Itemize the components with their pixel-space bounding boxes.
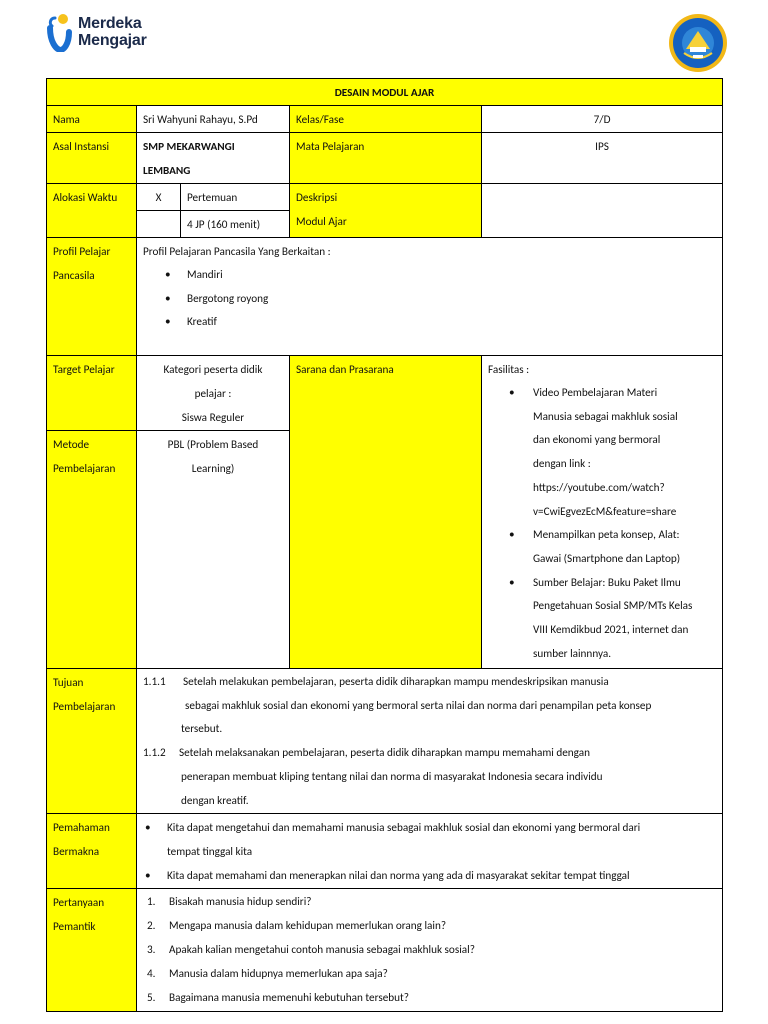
item-text: Apakah kalian mengetahui contoh manusia sebagai makhluk sosial? bbox=[169, 943, 475, 958]
pemahaman-text: • Kita dapat mengetahui dan memahami manusia sebagai makhluk sosial dan ekonomi yang bermoral dari bbox=[167, 821, 641, 836]
item-text: Manusia dalam hidupnya memerlukan apa saja? bbox=[169, 966, 388, 981]
tujuan-item-1 bbox=[143, 671, 716, 695]
list-item: • Kita dapat memahami dan menerapkan nilai dan norma yang ada di masyarakat sekitar tempat tinggal bbox=[143, 864, 716, 888]
metode-label-line-2: Pembelajaran bbox=[53, 462, 116, 476]
item-number: 1. bbox=[147, 895, 156, 910]
tujuan-text-continued: penerapan membuat kliping tentang nilai dan norma di masyarakat Indonesia secara individu bbox=[181, 769, 603, 784]
tujuan-label-line-1: Tujuan bbox=[53, 676, 84, 690]
fasilitas-text-line: • Video Pembelajaran Materi bbox=[533, 386, 658, 400]
pemahaman-text: tempat tinggal kita bbox=[167, 845, 253, 860]
fasilitas-text-line: Manusia sebagai makhluk sosial bbox=[533, 409, 678, 424]
logo-wordmark bbox=[78, 15, 147, 49]
tujuan-text-continued: sebagai makhluk sosial dan ekonomi yang bermoral serta nilai dan norma dari penampilan peta konsep bbox=[185, 698, 652, 713]
list-item bbox=[488, 382, 716, 524]
list-item bbox=[488, 572, 716, 667]
nama-value: Sri Wahyuni Rahayu, S.Pd bbox=[137, 106, 290, 133]
fasilitas-text-line: • Menampilkan peta konsep, Alat: bbox=[533, 528, 680, 543]
profil-pelajar-label bbox=[47, 238, 137, 356]
tujuan-text: Setelah melaksanakan pembelajaran, peserta didik diharapkan mampu memahami dengan bbox=[179, 746, 590, 761]
fasilitas-link-line: v=CwiEgvezEcM&feature=share bbox=[533, 504, 677, 519]
pertanyaan-label-line-2: Pemantik bbox=[53, 920, 96, 935]
pertanyaan-label-line-1: Pertanyaan bbox=[53, 896, 105, 911]
list-item: • Mandiri bbox=[143, 264, 716, 288]
deskripsi-label-line-1: Deskripsi bbox=[296, 191, 338, 205]
sarana-prasarana-label: Sarana dan Prasarana bbox=[290, 356, 482, 669]
list-item bbox=[143, 891, 716, 915]
tujuan-pembelajaran-label bbox=[47, 669, 137, 814]
item-number: 3. bbox=[147, 943, 156, 958]
item-number: 2. bbox=[147, 919, 156, 934]
fasilitas-text-line: dan ekonomi yang bermoral bbox=[533, 433, 661, 448]
fasilitas-text-line: dengan link : bbox=[533, 457, 591, 472]
target-line-2: pelajar : bbox=[194, 387, 232, 401]
merdeka-mengajar-logo bbox=[46, 12, 147, 52]
item-number: 4. bbox=[147, 966, 156, 981]
item-number: 5. bbox=[147, 990, 156, 1005]
fasilitas-list bbox=[488, 382, 716, 666]
alokasi-jp: 4 JP (160 menit) bbox=[181, 211, 290, 238]
alokasi-x: X bbox=[137, 184, 181, 211]
tujuan-item-2 bbox=[143, 742, 716, 766]
profil-list bbox=[143, 264, 716, 335]
kelas-label: Kelas/Fase bbox=[290, 106, 482, 133]
logo-line-mengajar: Mengajar bbox=[78, 32, 147, 49]
asal-instansi-line-2: LEMBANG bbox=[143, 164, 191, 178]
asal-instansi-value bbox=[137, 133, 290, 184]
list-item bbox=[143, 987, 716, 1011]
pemahaman-label-line-2: Bermakna bbox=[53, 845, 100, 860]
profil-pelajar-content bbox=[137, 238, 723, 356]
metode-pembelajaran-value bbox=[137, 431, 290, 669]
alokasi-pertemuan: Pertemuan bbox=[181, 184, 290, 211]
fasilitas-text-line: • Sumber Belajar: Buku Paket Ilmu bbox=[533, 575, 681, 590]
list-item bbox=[143, 963, 716, 987]
mata-pelajaran-value: IPS bbox=[482, 133, 723, 184]
pertanyaan-pemantik-label bbox=[47, 889, 137, 1012]
nama-label: Nama bbox=[47, 106, 137, 133]
pemahaman-list bbox=[143, 816, 716, 888]
target-line-1: Kategori peserta didik bbox=[163, 363, 263, 377]
asal-instansi-label: Asal Instansi bbox=[47, 133, 137, 184]
list-item bbox=[488, 524, 716, 571]
pertanyaan-list bbox=[143, 891, 716, 1011]
profil-label-line-1: Profil Pelajar bbox=[53, 245, 111, 259]
item-text: Bagaimana manusia memenuhi kebutuhan tersebut? bbox=[169, 990, 409, 1005]
alokasi-waktu-label: Alokasi Waktu bbox=[47, 184, 137, 238]
tujuan-text: Setelah melakukan pembelajaran, peserta didik diharapkan mampu mendeskripsikan manusia bbox=[183, 675, 609, 689]
profil-intro: Profil Pelajaran Pancasila Yang Berkaitan : bbox=[143, 245, 331, 259]
list-item: • Kreatif bbox=[143, 311, 716, 335]
merdeka-mengajar-logo-icon bbox=[46, 12, 72, 52]
list-item bbox=[143, 939, 716, 963]
fasilitas-text-line: Pengetahuan Sosial SMP/MTs Kelas bbox=[533, 599, 693, 614]
list-item bbox=[143, 816, 716, 864]
document-title: DESAIN MODUL AJAR bbox=[47, 79, 723, 106]
list-item bbox=[143, 915, 716, 939]
kelas-value: 7/D bbox=[482, 106, 723, 133]
metode-line-1: PBL (Problem Based bbox=[167, 438, 259, 452]
profil-label-line-2: Pancasila bbox=[53, 269, 95, 283]
metode-pembelajaran-label bbox=[47, 431, 137, 669]
list-item: • Bergotong royong bbox=[143, 288, 716, 312]
metode-line-2: Learning) bbox=[191, 462, 235, 476]
deskripsi-modul-value bbox=[482, 184, 723, 238]
fasilitas-content bbox=[482, 356, 723, 669]
pertanyaan-pemantik-content bbox=[137, 889, 723, 1012]
pemahaman-label-line-1: Pemahaman bbox=[53, 821, 110, 836]
pemahaman-bermakna-label bbox=[47, 814, 137, 889]
fasilitas-text-line: sumber lainnnya. bbox=[533, 646, 612, 661]
fasilitas-text-line: VIII Kemdikbud 2021, internet dan bbox=[533, 623, 689, 638]
target-line-3: Siswa Reguler bbox=[181, 411, 245, 425]
tujuan-pembelajaran-content bbox=[137, 669, 723, 814]
target-pelajar-value bbox=[137, 356, 290, 431]
tujuan-text-continued: tersebut. bbox=[181, 722, 223, 737]
fasilitas-link-line: https://youtube.com/watch? bbox=[533, 480, 665, 495]
item-text: Bisakah manusia hidup sendiri? bbox=[169, 895, 312, 910]
tut-wuri-handayani-seal-icon bbox=[668, 13, 728, 77]
metode-label-line-1: Metode bbox=[53, 438, 90, 452]
asal-instansi-line-1: SMP MEKARWANGI bbox=[143, 140, 235, 154]
deskripsi-modul-label bbox=[290, 184, 482, 238]
tujuan-label-line-2: Pembelajaran bbox=[53, 700, 116, 714]
target-pelajar-label: Target Pelajar bbox=[47, 356, 137, 431]
pemahaman-bermakna-content bbox=[137, 814, 723, 889]
mata-pelajaran-label: Mata Pelajaran bbox=[290, 133, 482, 184]
fasilitas-text-line: Gawai (Smartphone dan Laptop) bbox=[533, 551, 681, 566]
modul-ajar-table bbox=[46, 78, 723, 1012]
tujuan-number: 1.1.1 bbox=[143, 675, 166, 689]
alokasi-empty-cell bbox=[137, 211, 181, 238]
deskripsi-label-line-2: Modul Ajar bbox=[296, 215, 347, 229]
tujuan-number: 1.1.2 bbox=[143, 746, 166, 761]
item-text: Mengapa manusia dalam kehidupan memerlukan orang lain? bbox=[169, 919, 447, 934]
logo-line-merdeka: Merdeka bbox=[78, 15, 142, 32]
fasilitas-intro: Fasilitas : bbox=[488, 363, 530, 377]
tujuan-text-continued: dengan kreatif. bbox=[181, 793, 249, 808]
